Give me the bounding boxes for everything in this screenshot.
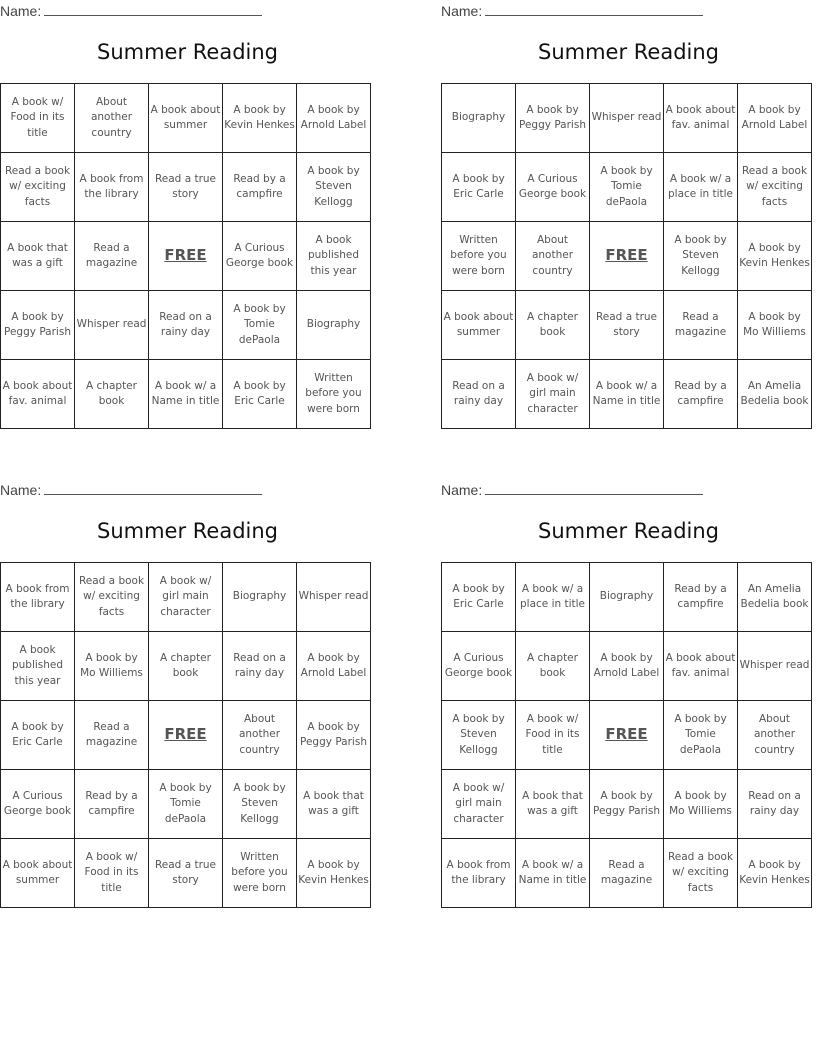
free-space-cell: FREE [590, 222, 664, 291]
bingo-cell: About another country [75, 84, 149, 153]
bingo-cell: Read on a rainy day [223, 632, 297, 701]
bingo-cell: Whisper read [297, 563, 371, 632]
bingo-cell: A book about fav. animal [664, 84, 738, 153]
bingo-cell: A book from the library [1, 563, 75, 632]
bingo-cell: Read a book w/ exciting facts [664, 839, 738, 908]
bingo-grid [0, 562, 371, 908]
bingo-cell: A book w/ a Name in title [516, 839, 590, 908]
bingo-cell: Read a magazine [75, 222, 149, 291]
bingo-grid [441, 83, 812, 429]
name-label: Name: [441, 482, 483, 498]
bingo-cell: A book w/ a Name in title [149, 360, 223, 429]
bingo-cell: Read a true story [590, 291, 664, 360]
bingo-cell: A book that was a gift [1, 222, 75, 291]
bingo-cell: A book w/ a Name in title [590, 360, 664, 429]
bingo-grid [441, 562, 812, 908]
bingo-cell: A chapter book [516, 291, 590, 360]
bingo-cell: A book w/ Food in its title [75, 839, 149, 908]
name-blank-line[interactable] [485, 481, 703, 495]
bingo-cell: Biography [297, 291, 371, 360]
bingo-cell: An Amelia Bedelia book [738, 360, 812, 429]
bingo-cell: A book w/ a place in title [516, 563, 590, 632]
name-field[interactable] [0, 481, 262, 498]
bingo-cell: Read on a rainy day [442, 360, 516, 429]
bingo-cell: A book by Arnold Label [297, 84, 371, 153]
bingo-cell: A book w/ girl main character [442, 770, 516, 839]
bingo-cell: A book w/ girl main character [149, 563, 223, 632]
bingo-cell: Written before you were born [442, 222, 516, 291]
bingo-cell: A book by Arnold Label [590, 632, 664, 701]
bingo-cell: Read a book w/ exciting facts [75, 563, 149, 632]
card-title: Summer Reading [96, 40, 279, 64]
bingo-cell: A book by Peggy Parish [297, 701, 371, 770]
bingo-cell: Read a true story [149, 153, 223, 222]
bingo-cell: A book by Eric Carle [442, 153, 516, 222]
bingo-cell: A Curious George book [516, 153, 590, 222]
bingo-cell: A book by Peggy Parish [516, 84, 590, 153]
bingo-cell: A book by Steven Kellogg [442, 701, 516, 770]
bingo-cell: Read a magazine [590, 839, 664, 908]
bingo-cell: A book w/ Food in its title [1, 84, 75, 153]
bingo-cell: A book by Arnold Label [297, 632, 371, 701]
bingo-cell: Whisper read [738, 632, 812, 701]
bingo-cell: Biography [442, 84, 516, 153]
bingo-cell: A book by Tomie dePaola [149, 770, 223, 839]
card-title: Summer Reading [96, 519, 279, 543]
bingo-cell: A book about summer [149, 84, 223, 153]
bingo-cell: A book by Kevin Henkes [738, 839, 812, 908]
free-space-cell: FREE [590, 701, 664, 770]
bingo-cell: A Curious George book [1, 770, 75, 839]
name-label: Name: [0, 482, 42, 498]
bingo-cell: A book by Kevin Henkes [738, 222, 812, 291]
bingo-cell: Read by a campfire [664, 563, 738, 632]
bingo-cell: A book by Eric Carle [223, 360, 297, 429]
name-field[interactable] [441, 481, 703, 498]
name-blank-line[interactable] [44, 481, 262, 495]
bingo-cell: A book that was a gift [297, 770, 371, 839]
free-space-cell: FREE [149, 222, 223, 291]
bingo-cell: A book by Eric Carle [442, 563, 516, 632]
bingo-cell: A book by Mo Williems [664, 770, 738, 839]
bingo-cell: A chapter book [516, 632, 590, 701]
bingo-cell: About another country [738, 701, 812, 770]
name-label: Name: [441, 3, 483, 19]
bingo-cell: A book by Steven Kellogg [297, 153, 371, 222]
bingo-cell: Written before you were born [297, 360, 371, 429]
bingo-cell: An Amelia Bedelia book [738, 563, 812, 632]
bingo-cell: A book by Tomie dePaola [223, 291, 297, 360]
bingo-cell: A chapter book [149, 632, 223, 701]
bingo-cell: A book by Kevin Henkes [223, 84, 297, 153]
bingo-cell: A book w/ a place in title [664, 153, 738, 222]
name-blank-line[interactable] [485, 2, 703, 16]
bingo-cell: A book published this year [1, 632, 75, 701]
bingo-cell: A book by Tomie dePaola [590, 153, 664, 222]
card-title: Summer Reading [537, 519, 720, 543]
bingo-cell: A book about summer [442, 291, 516, 360]
name-field[interactable] [0, 2, 262, 19]
name-blank-line[interactable] [44, 2, 262, 16]
bingo-cell: A book by Peggy Parish [590, 770, 664, 839]
bingo-cell: About another country [223, 701, 297, 770]
bingo-cell: Read by a campfire [223, 153, 297, 222]
bingo-cell: A book from the library [442, 839, 516, 908]
bingo-cell: A book w/ girl main character [516, 360, 590, 429]
bingo-cell: A Curious George book [223, 222, 297, 291]
bingo-cell: Biography [590, 563, 664, 632]
bingo-cell: A book by Kevin Henkes [297, 839, 371, 908]
bingo-cell: Read a book w/ exciting facts [738, 153, 812, 222]
bingo-cell: Written before you were born [223, 839, 297, 908]
bingo-cell: Read a true story [149, 839, 223, 908]
bingo-cell: A book published this year [297, 222, 371, 291]
bingo-grid [0, 83, 371, 429]
bingo-cell: Read a magazine [75, 701, 149, 770]
name-field[interactable] [441, 2, 703, 19]
free-space-cell: FREE [149, 701, 223, 770]
bingo-cell: A book about summer [1, 839, 75, 908]
bingo-cell: A book by Tomie dePaola [664, 701, 738, 770]
bingo-cell: About another country [516, 222, 590, 291]
bingo-cell: A book by Arnold Label [738, 84, 812, 153]
bingo-cell: A book by Eric Carle [1, 701, 75, 770]
card-title: Summer Reading [537, 40, 720, 64]
bingo-cell: Read on a rainy day [738, 770, 812, 839]
bingo-cell: A chapter book [75, 360, 149, 429]
bingo-cell: Read by a campfire [75, 770, 149, 839]
bingo-cell: A book about fav. animal [1, 360, 75, 429]
bingo-cell: A book by Steven Kellogg [664, 222, 738, 291]
bingo-cell: Read on a rainy day [149, 291, 223, 360]
bingo-cell: Whisper read [590, 84, 664, 153]
bingo-cell: Whisper read [75, 291, 149, 360]
bingo-cell: A book by Peggy Parish [1, 291, 75, 360]
bingo-cell: A Curious George book [442, 632, 516, 701]
bingo-cell: Biography [223, 563, 297, 632]
bingo-cell: Read a magazine [664, 291, 738, 360]
bingo-cell: A book about fav. animal [664, 632, 738, 701]
bingo-cell: Read by a campfire [664, 360, 738, 429]
bingo-cell: A book that was a gift [516, 770, 590, 839]
bingo-cell: A book by Steven Kellogg [223, 770, 297, 839]
bingo-cell: A book by Mo Williems [75, 632, 149, 701]
bingo-cell: A book w/ Food in its title [516, 701, 590, 770]
name-label: Name: [0, 3, 42, 19]
bingo-cell: A book from the library [75, 153, 149, 222]
bingo-cell: Read a book w/ exciting facts [1, 153, 75, 222]
bingo-cell: A book by Mo Williems [738, 291, 812, 360]
